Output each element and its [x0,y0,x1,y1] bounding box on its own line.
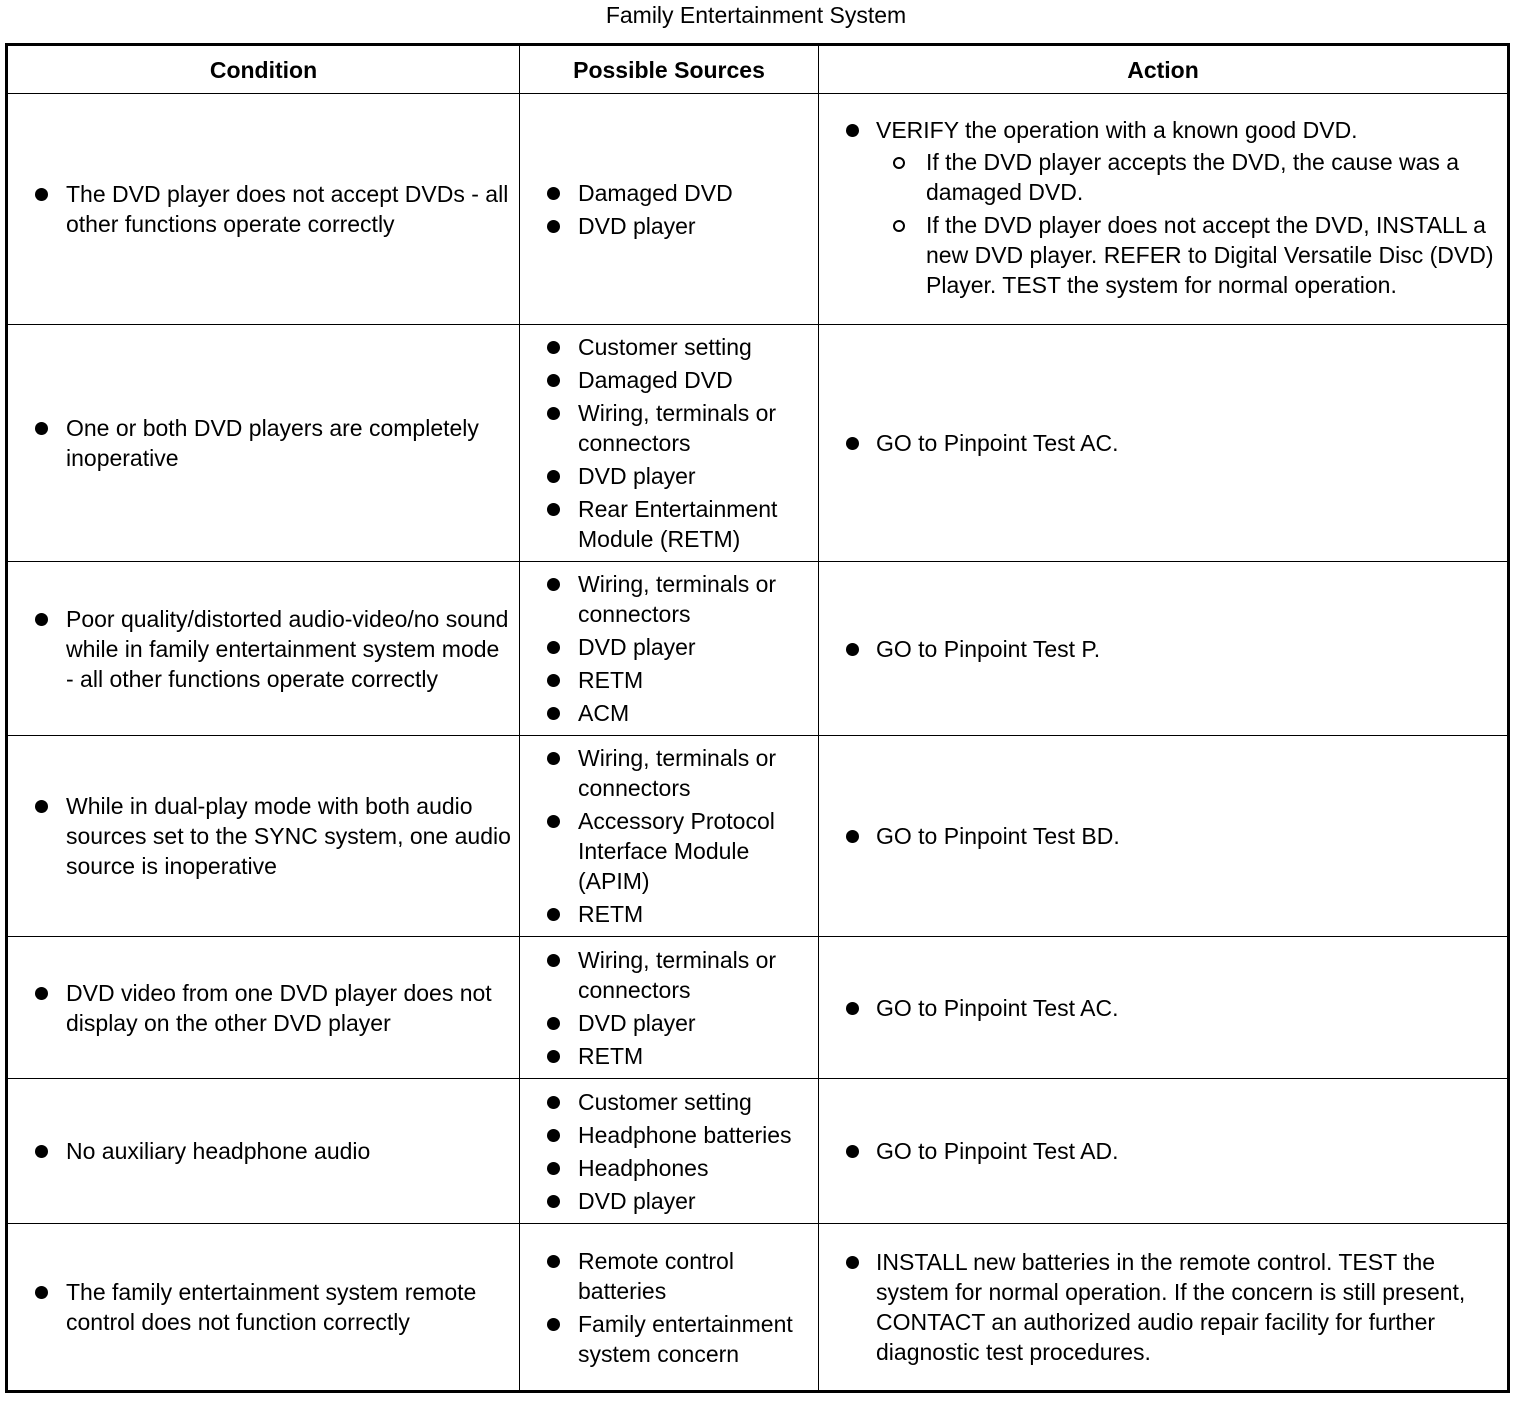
table-row [7,1079,1509,1224]
condition-cell [7,1224,520,1392]
table-row [7,1224,1509,1392]
sources-cell [520,562,819,736]
action-subitem: If the DVD player accepts the DVD, the cause was a damaged DVD. [876,147,1501,207]
table-row [7,937,1509,1079]
table-row [7,325,1509,562]
condition-text: One or both DVD players are completely inoperative [8,413,513,473]
source-item: Accessory Protocol Interface Module (APIM) [520,806,812,896]
header-action: Action [819,45,1509,94]
action-text: VERIFY the operation with a known good DVD. [876,117,1358,143]
action-cell [819,736,1509,937]
condition-text: The DVD player does not accept DVDs - all other functions operate correctly [8,179,513,239]
source-item: Damaged DVD [520,178,812,208]
source-item: DVD player [520,461,812,491]
condition-cell [7,736,520,937]
page-title: Family Entertainment System [605,2,907,28]
sources-cell [520,1079,819,1224]
action-text: INSTALL new batteries in the remote control. TEST the system for normal operation. If the concern is still present, CONTACT an authorized audio repair facility for further diagnostic test procedures. [819,1247,1501,1367]
condition-text: Poor quality/distorted audio-video/no sound while in family entertainment system mode - all other functions operate correctly [8,604,513,694]
action-item [819,115,1501,300]
condition-text: The family entertainment system remote control does not function correctly [8,1277,513,1337]
sources-cell [520,736,819,937]
condition-text: No auxiliary headphone audio [8,1136,513,1166]
source-item: Customer setting [520,1087,812,1117]
header-possible-sources: Possible Sources [520,45,819,94]
header-condition: Condition [7,45,520,94]
source-item: Rear Entertainment Module (RETM) [520,494,812,554]
condition-cell [7,1079,520,1224]
condition-cell [7,562,520,736]
action-text: GO to Pinpoint Test P. [819,634,1501,664]
condition-cell [7,94,520,325]
condition-text: While in dual-play mode with both audio sources set to the SYNC system, one audio source is inoperative [8,791,513,881]
source-item: RETM [520,899,812,929]
action-text: GO to Pinpoint Test AC. [819,993,1501,1023]
table-row [7,562,1509,736]
sources-cell [520,1224,819,1392]
action-text: GO to Pinpoint Test AD. [819,1136,1501,1166]
action-cell [819,94,1509,325]
sources-cell [520,94,819,325]
source-item: DVD player [520,211,812,241]
source-item: DVD player [520,632,812,662]
action-cell [819,562,1509,736]
action-subitem: If the DVD player does not accept the DVD, INSTALL a new DVD player. REFER to Digital Versatile Disc (DVD) Player. TEST the system for normal operation. [876,210,1501,300]
table-row [7,736,1509,937]
action-text: GO to Pinpoint Test AC. [819,428,1501,458]
header-row [7,45,1509,94]
action-cell [819,325,1509,562]
action-text: GO to Pinpoint Test BD. [819,821,1501,851]
source-item: Customer setting [520,332,812,362]
source-item: Headphone batteries [520,1120,812,1150]
condition-cell [7,937,520,1079]
source-item: RETM [520,1041,812,1071]
source-item: DVD player [520,1008,812,1038]
source-item: ACM [520,698,812,728]
source-item: Wiring, terminals or connectors [520,398,812,458]
source-item: Wiring, terminals or connectors [520,945,812,1005]
source-item: Family entertainment system concern [520,1309,812,1369]
condition-text: DVD video from one DVD player does not display on the other DVD player [8,978,513,1038]
source-item: Wiring, terminals or connectors [520,743,812,803]
condition-cell [7,325,520,562]
action-cell [819,1079,1509,1224]
table-row [7,94,1509,325]
sources-cell [520,937,819,1079]
source-item: DVD player [520,1186,812,1216]
source-item: Wiring, terminals or connectors [520,569,812,629]
action-cell [819,1224,1509,1392]
source-item: Damaged DVD [520,365,812,395]
diagnostic-table [5,43,1510,1393]
source-item: RETM [520,665,812,695]
source-item: Headphones [520,1153,812,1183]
action-cell [819,937,1509,1079]
sources-cell [520,325,819,562]
source-item: Remote control batteries [520,1246,812,1306]
